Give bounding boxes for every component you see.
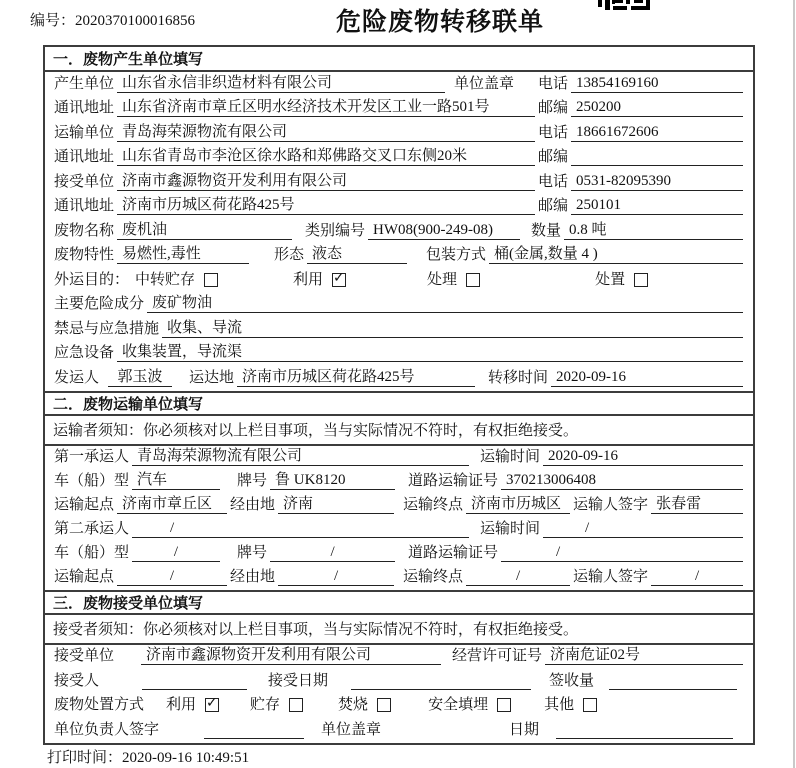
checkbox-transfer-storage: [204, 273, 218, 287]
origin2-label: 运输起点: [54, 568, 115, 585]
plate1-label: 牌号: [237, 472, 268, 489]
road-permit1-label: 道路运输证号: [408, 472, 499, 489]
vehicle-type1-label: 车（船）型: [54, 472, 130, 489]
transport-date1-label: 运输时间: [479, 448, 540, 465]
characteristics-label: 废物特性: [54, 247, 115, 263]
print-time: [47, 746, 249, 767]
checkbox-disposal-landfill: [497, 698, 511, 712]
transport-date2-value: /: [543, 519, 743, 538]
shipper-value: 郭玉波: [108, 368, 172, 387]
postcode2-label: 邮编: [538, 149, 569, 165]
vehicle-type2-value: /: [132, 543, 220, 562]
row-transporter-address: [45, 146, 753, 171]
hazard-label: 主要危险成分: [54, 296, 145, 312]
vehicle-type1-value: 汽车: [132, 471, 220, 490]
section3-header: 三．废物接受单位填写: [45, 590, 753, 615]
via1-label: 经由地: [230, 496, 276, 513]
sign1-label: 运输人签字: [573, 496, 649, 513]
form-value: 液态: [307, 245, 407, 264]
disposal-incinerate-label: 焚烧: [338, 697, 369, 713]
receive-date-value: [351, 689, 531, 690]
road-permit1-value: 370213006408: [501, 471, 743, 490]
phone3-label: 电话: [538, 173, 569, 190]
road-permit2-label: 道路运输证号: [408, 544, 499, 561]
destination-value: 济南市历城区荷花路425号: [237, 368, 475, 387]
origin1-label: 运输起点: [54, 496, 115, 513]
form-title: 危险废物转移联单: [336, 9, 545, 36]
form-label: 形态: [274, 247, 305, 263]
sign1-value: 张春雷: [651, 495, 743, 514]
carrier1-value: 青岛海荣源物流有限公司: [132, 447, 469, 466]
generator-value: 山东省永信非织造材料有限公司: [117, 74, 445, 93]
address1-label: 通讯地址: [54, 100, 115, 116]
row-waste-characteristics: [45, 244, 753, 269]
checkbox-disposal-storage: [289, 698, 303, 712]
transfer-date-value: 2020-09-16: [551, 368, 743, 387]
phone2-label: 电话: [538, 124, 569, 141]
print-time-label: 打印时间：: [47, 750, 123, 766]
address2-value: 山东省青岛市李沧区徐水路和郑佛路交叉口东侧20米: [117, 147, 535, 166]
phone1-label: 电话: [538, 75, 569, 92]
received-qty-label: 签收量: [549, 672, 595, 689]
row-route1: [45, 494, 753, 518]
page-right-edge: [793, 0, 795, 768]
hazard-value: 废矿物油: [147, 294, 743, 313]
row-vehicle1: [45, 470, 753, 494]
via2-value: /: [278, 567, 394, 586]
row-purpose: [45, 268, 753, 293]
section1-header: 一．废物产生单位填写: [45, 47, 753, 72]
postcode1-value: 250200: [571, 98, 743, 117]
characteristics-value: 易燃性,毒性: [117, 245, 249, 264]
doc-number: [30, 9, 195, 30]
postcode2-value: [571, 165, 743, 166]
address3-value: 济南市历城区荷花路425号: [117, 196, 535, 215]
carrier2-value: /: [132, 519, 469, 538]
row-receiver: [45, 170, 753, 195]
recipient-value: [142, 689, 247, 690]
precautions-value: 收集、导流: [162, 319, 743, 338]
section3-notice: 接受者须知：你必须核对以上栏目事项，当与实际情况不符时，有权拒绝接受。: [45, 615, 753, 645]
license-label: 经营许可证号: [452, 648, 543, 664]
quantity-label: 数量: [531, 222, 562, 239]
phone2-value: 18661672606: [571, 123, 743, 142]
plate2-value: /: [270, 543, 395, 562]
transport-date1-value: 2020-09-16: [543, 447, 743, 466]
waste-name-value: 废机油: [117, 221, 292, 240]
checkbox-treat: [466, 273, 480, 287]
disposal-utilize-label: 利用: [166, 697, 197, 713]
origin1-value: 济南市章丘区: [117, 495, 227, 514]
row-generator: [45, 72, 753, 97]
row-recipient: [45, 669, 753, 694]
date-label: 日期: [509, 721, 540, 738]
category-label: 类别编号: [305, 222, 366, 239]
vehicle-type2-label: 车（船）型: [54, 544, 130, 561]
date-value: [556, 738, 733, 739]
road-permit2-value: /: [501, 543, 743, 562]
print-time-value: 2020-09-16 10:49:51: [122, 750, 250, 766]
plate2-label: 牌号: [237, 544, 268, 561]
purpose-option-treat-label: 处理: [427, 271, 458, 288]
origin2-value: /: [117, 567, 227, 586]
section-generator: [45, 47, 753, 391]
row-emergency-equipment: [45, 342, 753, 367]
receive-date-label: 接受日期: [268, 672, 329, 689]
recipient-label: 接受人: [54, 672, 100, 689]
generator-label: 产生单位: [54, 75, 115, 92]
checkbox-disposal-other: [583, 698, 597, 712]
receiver1-value: 济南市鑫源物资开发利用有限公司: [117, 172, 535, 191]
row-vehicle2: [45, 542, 753, 566]
plate1-value: 鲁 UK8120: [270, 471, 395, 490]
transfer-date-label: 转移时间: [488, 369, 549, 386]
transporter-label: 运输单位: [54, 124, 115, 141]
doc-number-value: 2020370100016856: [75, 13, 196, 29]
purpose-label: 外运目的：: [54, 271, 130, 288]
transport-date2-label: 运输时间: [479, 520, 540, 537]
phone3-value: 0531-82095390: [571, 172, 743, 191]
purpose-option-dispose-label: 处置: [595, 271, 626, 288]
category-value: HW08(900-249-08): [368, 221, 520, 240]
end2-label: 运输终点: [403, 568, 464, 585]
row-route2: [45, 566, 753, 590]
checkbox-disposal-incinerate: [377, 698, 391, 712]
received-qty-value: [609, 689, 737, 690]
receiver1-label: 接受单位: [54, 173, 115, 190]
purpose-option-storage-label: 中转贮存: [135, 271, 196, 288]
sign2-value: /: [651, 567, 743, 586]
checkbox-utilize-checked: [332, 273, 346, 287]
responsible-sign-label: 单位负责人签字: [54, 721, 160, 738]
carrier2-label: 第二承运人: [54, 520, 130, 537]
postcode3-label: 邮编: [538, 198, 569, 214]
end2-value: /: [466, 567, 570, 586]
qr-code-fragment-icon: [598, 0, 650, 10]
row-hazard-components: [45, 293, 753, 318]
section-transporter: [45, 391, 753, 590]
equipment-label: 应急设备: [54, 345, 115, 361]
transporter-value: 青岛海荣源物流有限公司: [117, 123, 535, 142]
unit-seal-label: 单位盖章: [453, 75, 514, 92]
row-receiving-unit: [45, 645, 753, 670]
receiver3-label: 接受单位: [54, 648, 115, 664]
packaging-label: 包装方式: [426, 247, 487, 263]
shipper-label: 发运人: [54, 369, 100, 386]
equipment-value: 收集装置，导流渠: [117, 343, 743, 362]
end1-label: 运输终点: [403, 496, 464, 513]
via1-value: 济南: [278, 495, 394, 514]
end1-value: 济南市历城区: [466, 495, 570, 514]
via2-label: 经由地: [230, 568, 276, 585]
quantity-value: 0.8 吨: [564, 221, 743, 240]
destination-label: 运达地: [189, 369, 235, 386]
purpose-option-utilize-label: 利用: [293, 271, 324, 288]
postcode1-label: 邮编: [538, 100, 569, 116]
packaging-value: 桶(金属,数量 4 ): [489, 245, 743, 264]
waste-name-label: 废物名称: [54, 222, 115, 239]
checkbox-disposal-utilize-checked: [205, 698, 219, 712]
carrier1-label: 第一承运人: [54, 448, 130, 465]
row-waste-name: [45, 219, 753, 244]
phone1-value: 13854169160: [571, 74, 743, 93]
row-first-carrier: [45, 446, 753, 470]
section2-header: 二．废物运输单位填写: [45, 391, 753, 416]
unit-seal3-label: 单位盖章: [321, 721, 382, 738]
responsible-sign-value: [204, 738, 304, 739]
license-value: 济南危证02号: [545, 646, 743, 665]
precautions-label: 禁忌与应急措施: [54, 320, 160, 337]
receiver3-value: 济南市鑫源物资开发利用有限公司: [141, 646, 441, 665]
disposal-landfill-label: 安全填埋: [428, 697, 489, 713]
row-generator-address: [45, 97, 753, 122]
manifest-form: [43, 45, 755, 745]
disposal-storage-label: 贮存: [250, 697, 281, 713]
sign2-label: 运输人签字: [573, 568, 649, 585]
row-shipper: [45, 366, 753, 391]
row-second-carrier: [45, 518, 753, 542]
address2-label: 通讯地址: [54, 149, 115, 165]
row-receiver-address: [45, 195, 753, 220]
row-transporter: [45, 121, 753, 146]
row-disposal-method: [45, 694, 753, 719]
disposal-label: 废物处置方式: [54, 697, 145, 713]
address1-value: 山东省济南市章丘区明水经济技术开发区工业一路501号: [117, 98, 535, 117]
section2-notice: 运输者须知：你必须核对以上栏目事项，当与实际情况不符时，有权拒绝接受。: [45, 416, 753, 446]
checkbox-dispose: [634, 273, 648, 287]
row-responsible-signature: [45, 718, 753, 743]
postcode3-value: 250101: [571, 196, 743, 215]
disposal-other-label: 其他: [544, 697, 575, 713]
address3-label: 通讯地址: [54, 198, 115, 214]
section-receiver: [45, 590, 753, 743]
doc-number-label: 编号：: [30, 13, 76, 29]
row-precautions: [45, 317, 753, 342]
